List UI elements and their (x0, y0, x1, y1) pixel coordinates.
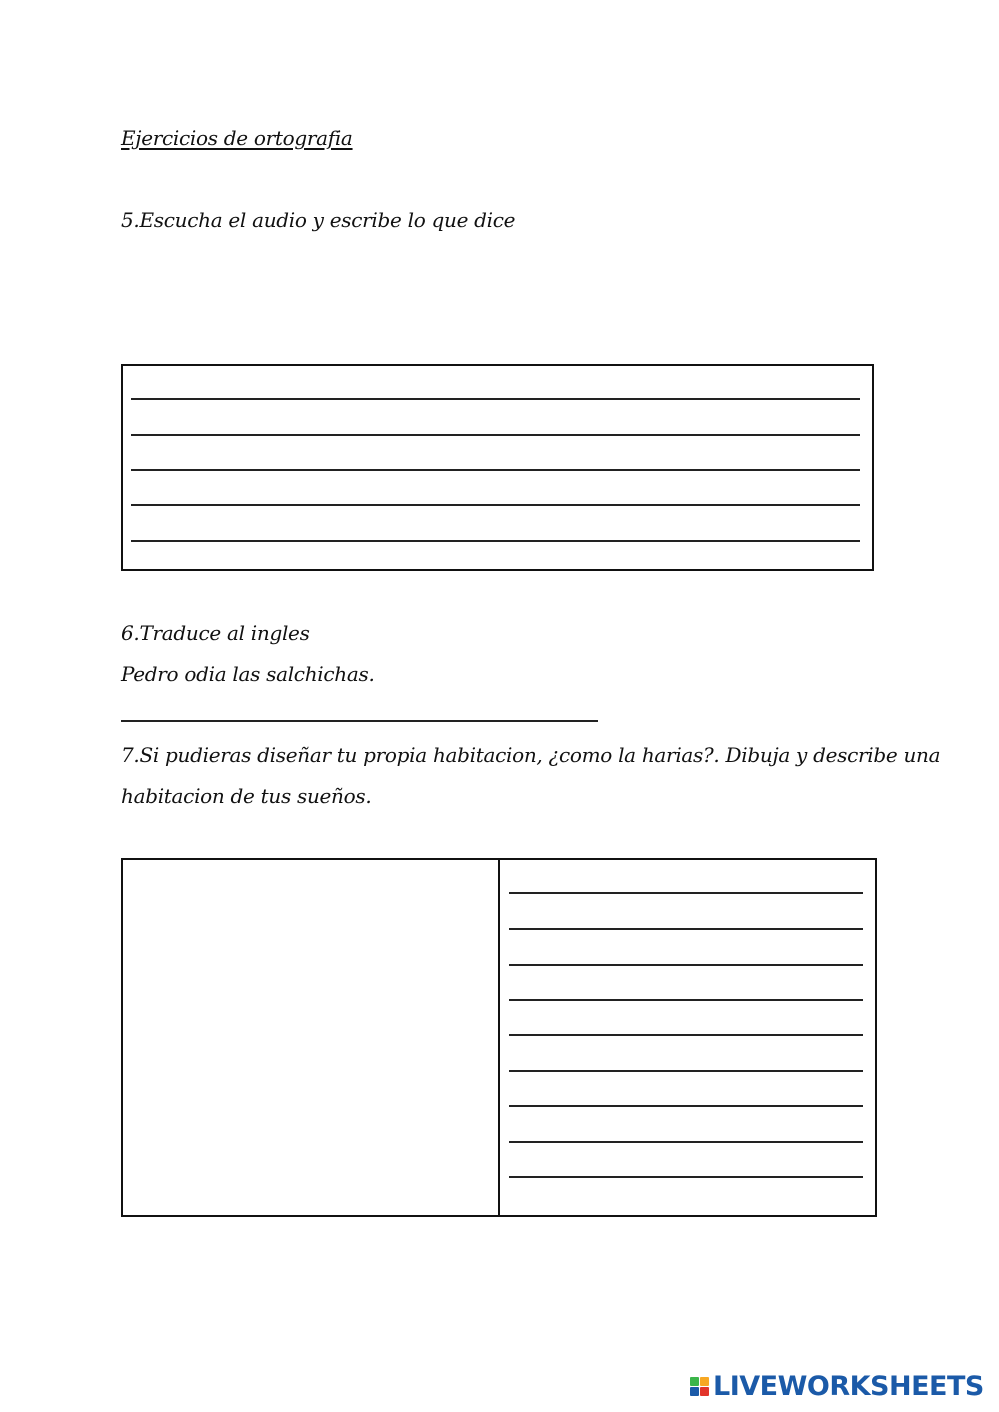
dictation-answer-box[interactable] (121, 364, 874, 571)
description-area[interactable] (500, 860, 875, 1215)
translation-answer-line[interactable] (121, 720, 598, 722)
description-line (509, 892, 863, 894)
question-7-prompt-continued: habitacion de tus sueños. (121, 784, 372, 808)
answer-line (131, 540, 860, 542)
answer-line (131, 504, 860, 506)
worksheet-title: Ejercicios de ortografia (121, 126, 353, 150)
logo-cubes-icon (690, 1377, 709, 1396)
description-line (509, 1176, 863, 1178)
answer-line (131, 434, 860, 436)
question-6-prompt: 6.Traduce al ingles (121, 621, 310, 645)
description-line (509, 999, 863, 1001)
liveworksheets-logo (690, 1373, 984, 1400)
description-line (509, 964, 863, 966)
sentence-to-translate: Pedro odia las salchichas. (121, 662, 375, 686)
room-design-box (121, 858, 877, 1217)
description-line (509, 1141, 863, 1143)
answer-line (131, 469, 860, 471)
description-line (509, 1105, 863, 1107)
drawing-area[interactable] (123, 860, 500, 1215)
description-line (509, 1070, 863, 1072)
description-line (509, 928, 863, 930)
question-5-prompt: 5.Escucha el audio y escribe lo que dice (121, 208, 516, 232)
answer-line (131, 398, 860, 400)
question-7-prompt: 7.Si pudieras diseñar tu propia habitacion, ¿como la harias?. Dibuja y describe una (121, 743, 941, 767)
logo-text: LIVEWORKSHEETS (713, 1371, 984, 1402)
description-line (509, 1034, 863, 1036)
